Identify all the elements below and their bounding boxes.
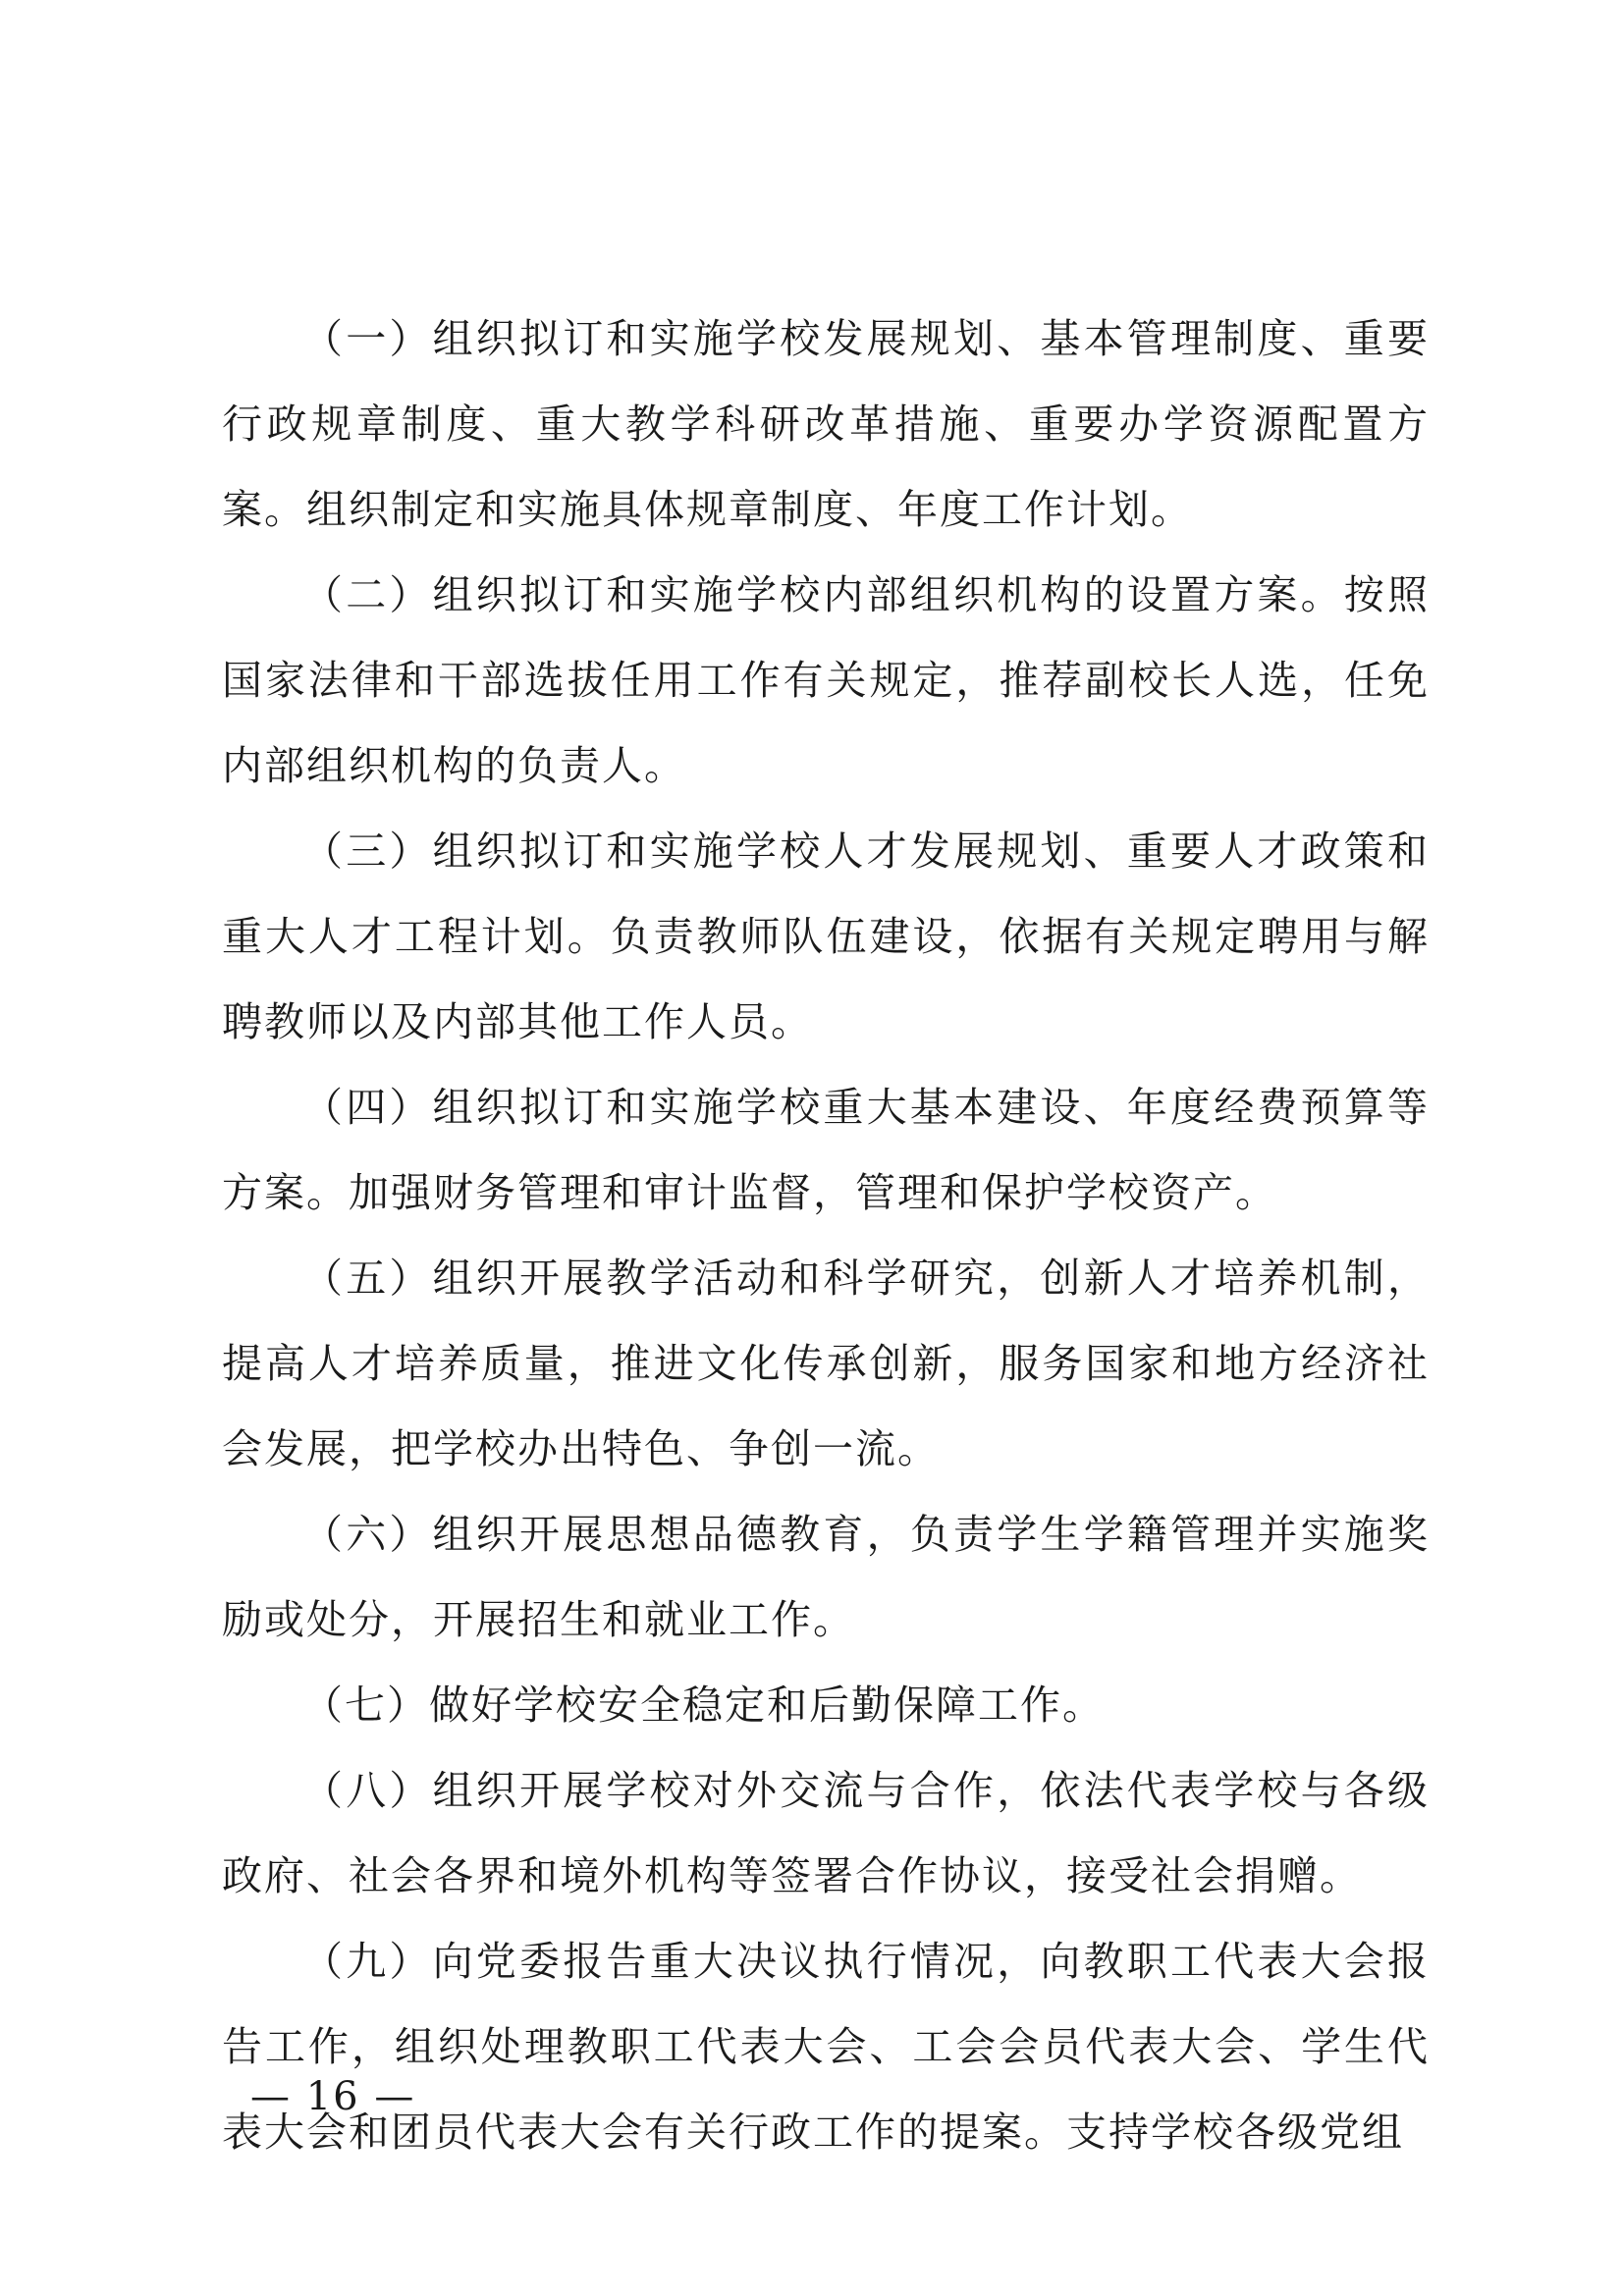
paragraph-5: （五）组织开展教学活动和科学研究，创新人才培养机制，提高人才培养质量，推进文化传承创新，服务国家和地方经济社会发展，把学校办出特色、争创一流。	[222, 1255, 1430, 1472]
paragraph-8: （八）组织开展学校对外交流与合作，依法代表学校与各级政府、社会各界和境外机构等签署合作协议，接受社会捐赠。	[222, 1767, 1430, 1899]
paragraph-1: （一）组织拟订和实施学校发展规划、基本管理制度、重要行政规章制度、重大教学科研改革措施、重要办学资源配置方案。组织制定和实施具体规章制度、年度工作计划。	[222, 315, 1430, 533]
page-number: — 16 —	[250, 2074, 416, 2119]
paragraph-3: （三）组织拟订和实施学校人才发展规划、重要人才政策和重大人才工程计划。负责教师队伍建设，依据有关规定聘用与解聘教师以及内部其他工作人员。	[222, 828, 1430, 1045]
body-text	[222, 296, 1430, 2175]
paragraph-4: （四）组织拟订和实施学校重大基本建设、年度经费预算等方案。加强财务管理和审计监督，管理和保护学校资产。	[222, 1084, 1430, 1216]
paragraph-2: （二）组织拟订和实施学校内部组织机构的设置方案。按照国家法律和干部选拔任用工作有关规定，推荐副校长人选，任免内部组织机构的负责人。	[222, 571, 1430, 789]
paragraph-6: （六）组织开展思想品德教育，负责学生学籍管理并实施奖励或处分，开展招生和就业工作。	[222, 1511, 1430, 1643]
paragraph-9: （九）向党委报告重大决议执行情况，向教职工代表大会报告工作，组织处理教职工代表大会、工会会员代表大会、学生代表大会和团员代表大会有关行政工作的提案。支持学校各级党组	[222, 1938, 1430, 2156]
paragraph-7: （七）做好学校安全稳定和后勤保障工作。	[302, 1682, 1105, 1729]
